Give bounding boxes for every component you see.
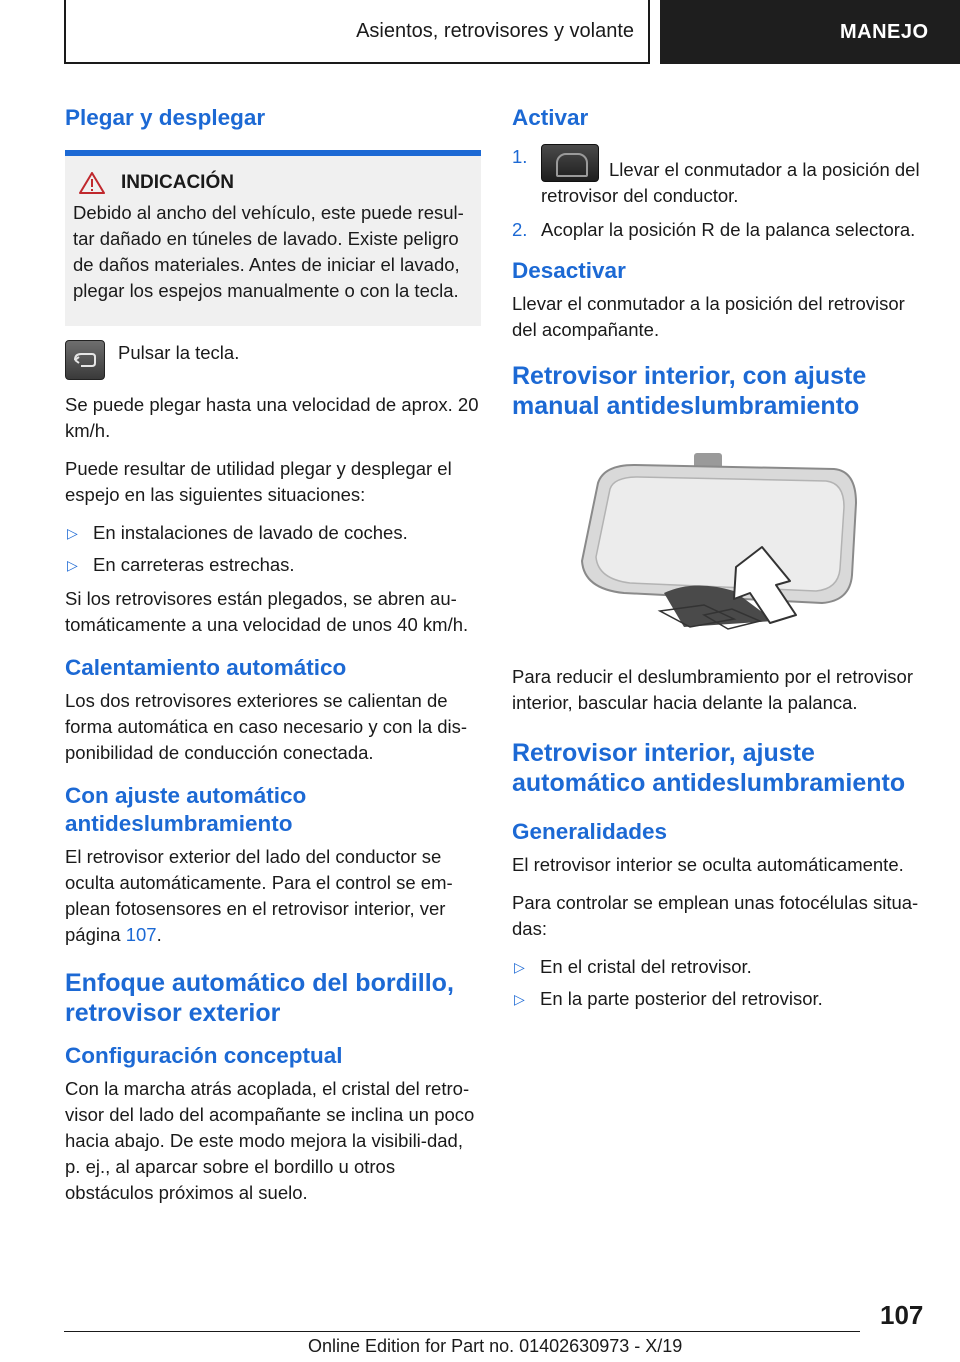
heading-generalidades: Generalidades bbox=[512, 819, 668, 844]
heading-interior-manual: Retrovisor interior, con ajuste manual antideslumbramiento bbox=[512, 362, 867, 420]
list-item: ▷ En carreteras estrechas. bbox=[65, 552, 481, 578]
paragraph-situations: Puede resultar de utilidad plegar y desplegar el espejo en las siguientes situaciones: bbox=[65, 458, 452, 505]
header-section-title: Asientos, retrovisores y volante bbox=[356, 19, 634, 42]
warning-title: INDICACIÓN bbox=[121, 172, 234, 193]
paragraph-generalidades-2: Para controlar se emplean unas fotocélulas situa-das: bbox=[512, 892, 919, 939]
warning-text: Debido al ancho del vehículo, este puede resul-tar dañado en túneles de lavado. Existe peligro de daños materiales. Antes de iniciar el lavado, plegar los espejos manualmente o con la tecla. bbox=[73, 202, 464, 301]
press-key-row bbox=[65, 340, 481, 380]
press-key-text: Pulsar la tecla. bbox=[118, 342, 240, 363]
list-item: 2. Acoplar la posición R de la palanca selectora. bbox=[512, 219, 916, 240]
rearview-mirror-illustration bbox=[564, 443, 864, 633]
photocell-list bbox=[512, 954, 930, 1012]
header-chapter-tab bbox=[660, 0, 960, 64]
header-chapter-title: MANEJO bbox=[840, 20, 929, 43]
paragraph-auto-open: Si los retrovisores están plegados, se abren au-tomáticamente a una velocidad de unos 40 km/h. bbox=[65, 588, 469, 635]
footer-rule bbox=[64, 1331, 860, 1332]
paragraph-configuracion: Con la marcha atrás acoplada, el cristal del retro-visor del lado del acompañante se inclina un poco hacia abajo. De este modo mejora la visibili-dad, p. ej., al aparcar sobre el bordillo u otros obstáculos próximos al suelo. bbox=[65, 1078, 475, 1203]
paragraph-speed: Se puede plegar hasta una velocidad de aprox. 20 km/h. bbox=[65, 394, 479, 441]
triangle-bullet-icon: ▷ bbox=[514, 991, 525, 1007]
mirror-switch-icon bbox=[541, 144, 599, 182]
heading-plegar: Plegar y desplegar bbox=[65, 105, 266, 130]
right-column bbox=[512, 100, 930, 1020]
heading-activar: Activar bbox=[512, 105, 589, 130]
list-item: ▷ En el cristal del retrovisor. bbox=[512, 954, 930, 980]
warning-triangle-icon bbox=[79, 172, 105, 194]
triangle-bullet-icon: ▷ bbox=[67, 557, 78, 573]
heading-interior-auto: Retrovisor interior, ajuste automático antideslumbramiento bbox=[512, 739, 906, 797]
heading-desactivar: Desactivar bbox=[512, 258, 626, 283]
warning-box bbox=[65, 156, 481, 326]
paragraph-generalidades-1: El retrovisor interior se oculta automáticamente. bbox=[512, 854, 904, 875]
list-item: ▷ En la parte posterior del retrovisor. bbox=[512, 986, 930, 1012]
list-item: 1. Llevar el conmutador a la posición del retrovisor del conductor. bbox=[512, 146, 920, 206]
heading-ajuste-automatico: Con ajuste automático antideslumbramiento bbox=[65, 783, 307, 836]
activar-steps bbox=[512, 144, 930, 243]
mirror-fold-key-icon bbox=[65, 340, 105, 380]
situations-list bbox=[65, 520, 481, 578]
page-reference-link[interactable]: 107 bbox=[125, 924, 157, 945]
heading-configuracion: Configuración conceptual bbox=[65, 1043, 343, 1068]
list-item: ▷ En instalaciones de lavado de coches. bbox=[65, 520, 481, 546]
paragraph-ajuste-automatico: El retrovisor exterior del lado del conductor se oculta automáticamente. Para el control se em-plean fotosensores en el retrovisor interior, ver página 107. bbox=[65, 846, 453, 945]
triangle-bullet-icon: ▷ bbox=[514, 959, 525, 975]
left-column bbox=[65, 100, 481, 1218]
rearview-mirror-figure bbox=[564, 443, 930, 638]
footer-edition: Online Edition for Part no. 01402630973 - X/19 bbox=[308, 1336, 683, 1356]
heading-enfoque-bordillo: Enfoque automático del bordillo, retrovisor exterior bbox=[65, 969, 454, 1027]
triangle-bullet-icon: ▷ bbox=[67, 525, 78, 541]
paragraph-desactivar: Llevar el conmutador a la posición del retrovisor del acompañante. bbox=[512, 293, 905, 340]
warning-header bbox=[73, 172, 473, 194]
paragraph-calentamiento: Los dos retrovisores exteriores se calientan de forma automática en caso necesario y con la dis-ponibilidad de conducción conectada. bbox=[65, 690, 468, 763]
page-number: 107 bbox=[880, 1300, 924, 1330]
paragraph-interior-manual: Para reducir el deslumbramiento por el retrovisor interior, bascular hacia delante la palanca. bbox=[512, 666, 914, 713]
header-section-box bbox=[64, 0, 650, 64]
heading-calentamiento: Calentamiento automático bbox=[65, 655, 347, 680]
